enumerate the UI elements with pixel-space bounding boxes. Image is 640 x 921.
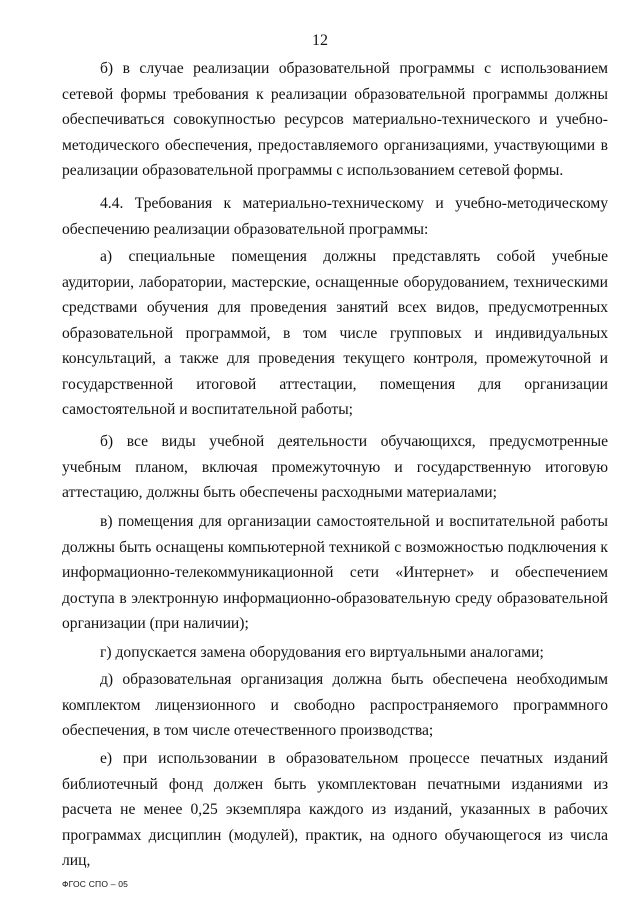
paragraph-item-v: в) помещения для организации самостоятельной и воспитательной работы должны быть оснащены компьютерной техникой с возможностью подключения к информационно-телекоммуникационной сети «Интернет» и обеспечением доступа в электронную информационно-образовательную среду образовательной организации (при наличии); bbox=[62, 513, 608, 632]
paragraph-item-e: е) при использовании в образовательном процессе печатных изданий библиотечный фонд должен быть укомплектован печатными изданиями из расчета не менее 0,25 экземпляра каждого из изданий, указанных в рабочих программах дисциплин (модулей), практик, на одного обучающегося из числа лиц, bbox=[62, 750, 608, 869]
paragraph-section-4-4: 4.4. Требования к материально-техническому и учебно-методическому обеспечению реализации образовательной программы: bbox=[62, 195, 608, 238]
paragraph-item-d: д) образовательная организация должна быть обеспечена необходимым комплектом лицензионного и свободно распространяемого программного обеспечения, в том числе отечественного производства; bbox=[62, 671, 608, 739]
footer-label: ФГОС СПО – 05 bbox=[62, 879, 129, 889]
paragraph-item-b: б) все виды учебной деятельности обучающихся, предусмотренные учебным планом, включая промежуточную и государственную итоговую аттестацию, должны быть обеспечены расходными материалами; bbox=[62, 433, 608, 501]
paragraph-item-a: а) специальные помещения должны представлять собой учебные аудитории, лаборатории, мастерские, оснащенные оборудованием, техническими средствами обучения для проведения занятий всех видов, предусмотренных образовательной программой, в том числе групповых и индивидуальных консультаций, а также для проведения текущего контроля, промежуточной и государственной итоговой аттестации, помещения для организации самостоятельной и воспитательной работы; bbox=[62, 248, 608, 418]
paragraph-item-g: г) допускается замена оборудования его виртуальными аналогами; bbox=[100, 644, 544, 661]
page-number: 12 bbox=[312, 32, 328, 49]
paragraph-network-form: б) в случае реализации образовательной программы с использованием сетевой формы требования к реализации образовательной программы должны обеспечиваться совокупностью ресурсов материально-технического и учебно-методического обеспечения, предоставляемого организациями, участвующими в реализации образовательной программы с использованием сетевой формы. bbox=[62, 60, 608, 179]
